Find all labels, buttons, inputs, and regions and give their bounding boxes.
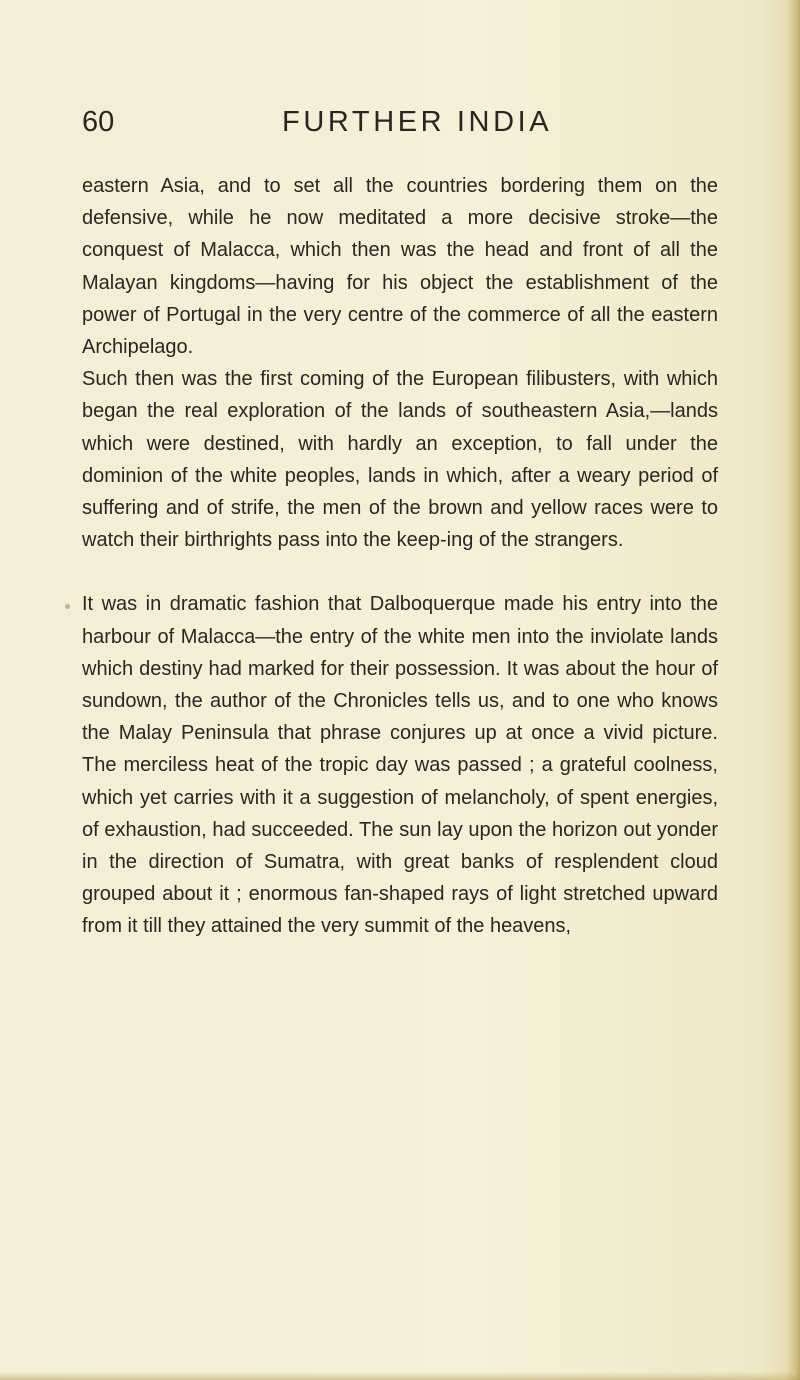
paper-speck <box>65 604 70 609</box>
paragraph-2: Such then was the first coming of the European filibusters, with which began the real exploration of the lands of southeastern Asia,—lands which were destined, with hardly an exception, to fall under the dominion of the white peoples, lands in which, after a weary period of suffering and of strife, the men of the brown and yellow races were to watch their birthrights pass into the keep-ing of the strangers. <box>82 368 718 552</box>
section-break <box>82 556 718 588</box>
paragraph-1: eastern Asia, and to set all the countries bordering them on the defensive, while he now meditated a more decisive stroke—the conquest of Malacca, which then was the head and front of all the Malayan kingdoms—having for his object the establishment of the power of Portugal in the very centre of the commerce of all the eastern Archipelago. <box>82 175 718 359</box>
page-number: 60 <box>82 106 115 138</box>
body-text <box>82 170 718 943</box>
running-head: FURTHER INDIA <box>282 106 553 138</box>
page-header <box>82 106 722 146</box>
page-edge-shadow <box>786 0 800 1380</box>
page-bottom-shadow <box>0 1372 800 1380</box>
paragraph-3: It was in dramatic fashion that Dalboquerque made his entry into the harbour of Malacca—the entry of the white men into the inviolate lands which destiny had marked for their possession. It was about the hour of sundown, the author of the Chronicles tells us, and to one who knows the Malay Peninsula that phrase conjures up at once a vivid picture. The merciless heat of the tropic day was passed ; a grateful coolness, which yet carries with it a suggestion of melancholy, of spent energies, of exhaustion, had succeeded. The sun lay upon the horizon out yonder in the direction of Sumatra, with great banks of resplendent cloud grouped about it ; enormous fan-shaped rays of light stretched upward from it till they attained the very summit of the heavens, <box>82 593 718 938</box>
